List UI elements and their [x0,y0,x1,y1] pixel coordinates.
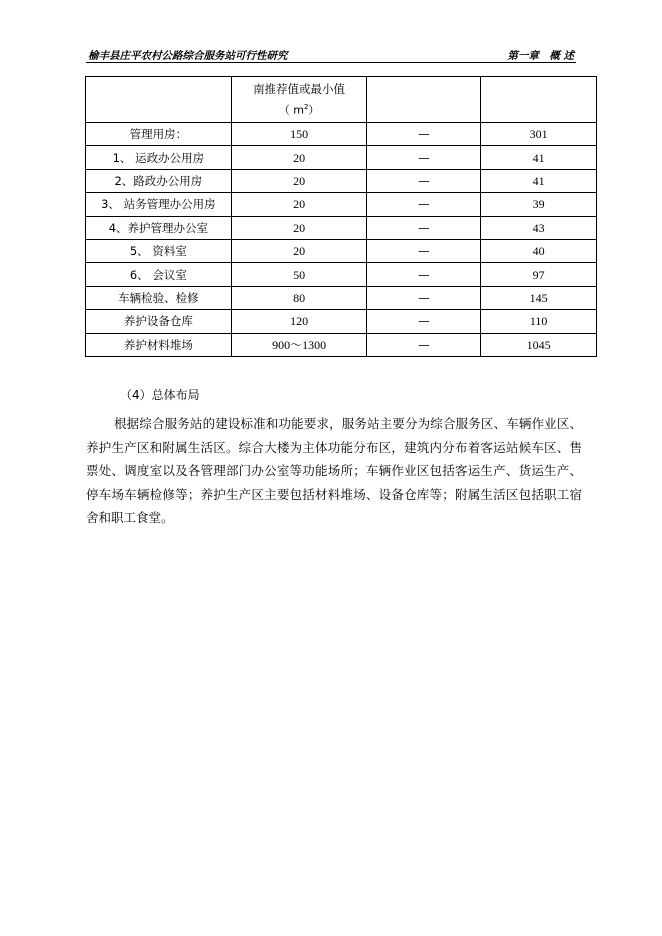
cell-actual: 110 [481,310,597,333]
cell-name: 3、 站务管理办公用房 [86,193,232,216]
cell-dash: — [367,310,481,333]
cell-dash: — [367,123,481,146]
cell-dash: — [367,263,481,286]
area-table [85,76,597,357]
cell-name: 管理用房： [86,123,232,146]
header-cell-col3 [367,77,481,123]
page-header [86,44,576,63]
unit-m: m [293,103,304,117]
cell-name: 1、 运政办公用房 [86,146,232,169]
header-cell-recommended [231,77,367,123]
table-row [86,333,597,356]
cell-dash: — [367,193,481,216]
table-header-row [86,77,597,123]
document-title: 榆丰县庄平农村公路综合服务站可行性研究 [88,50,288,62]
cell-dash: — [367,333,481,356]
cell-recommended: 120 [231,310,367,333]
cell-name: 2、路政办公用房 [86,169,232,192]
unit-sup: 2 [303,102,309,111]
cell-actual: 43 [481,216,597,239]
cell-actual: 301 [481,123,597,146]
section-title: （4）总体布局 [120,388,200,402]
cell-name: 养护设备仓库 [86,310,232,333]
cell-actual: 41 [481,146,597,169]
header-cell-col4 [481,77,597,123]
table-row [86,193,597,216]
header-recommended-label: 南推荐值或最小值 [253,81,346,96]
table-row [86,239,597,262]
cell-dash: — [367,169,481,192]
cell-recommended: 150 [231,123,367,146]
table-row [86,123,597,146]
cell-dash: — [367,146,481,169]
cell-recommended: 20 [231,239,367,262]
table-row [86,286,597,309]
cell-recommended: 50 [231,263,367,286]
cell-recommended: 900～1300 [231,333,367,356]
cell-name: 养护材料堆场 [86,333,232,356]
table-row [86,216,597,239]
cell-name: 6、 会议室 [86,263,232,286]
table-row [86,146,597,169]
cell-actual: 40 [481,239,597,262]
cell-actual: 39 [481,193,597,216]
cell-dash: — [367,286,481,309]
cell-actual: 41 [481,169,597,192]
body-paragraph: 根据综合服务站的建设标准和功能要求，服务站主要分为综合服务区、车辆作业区、养护生产区和附属生活区。综合大楼为主体功能分布区，建筑内分布着客运站候车区、售票处、调度室以及各管理部门办公室等功能场所；车辆作业区包括客运生产、货运生产、停车场车辆检修等；养护生产区主要包括材料堆场、设备仓库等；附属生活区包括职工宿舍和职工食堂。 [86,416,582,525]
cell-recommended: 20 [231,216,367,239]
table-row [86,310,597,333]
cell-name: 车辆检验、检修 [86,286,232,309]
cell-name: 5、 资料室 [86,239,232,262]
cell-recommended: 80 [231,286,367,309]
cell-recommended: 20 [231,146,367,169]
table-row [86,169,597,192]
header-unit: （ $m^2$） [278,102,320,117]
cell-actual: 145 [481,286,597,309]
cell-recommended: 20 [231,169,367,192]
cell-recommended: 20 [231,193,367,216]
cell-name: 4、养护管理办公室 [86,216,232,239]
cell-dash: — [367,239,481,262]
chapter-label: 第一章 概 述 [507,50,574,62]
header-cell-name [86,77,232,123]
table-row [86,263,597,286]
cell-actual: 1045 [481,333,597,356]
cell-dash: — [367,216,481,239]
cell-actual: 97 [481,263,597,286]
